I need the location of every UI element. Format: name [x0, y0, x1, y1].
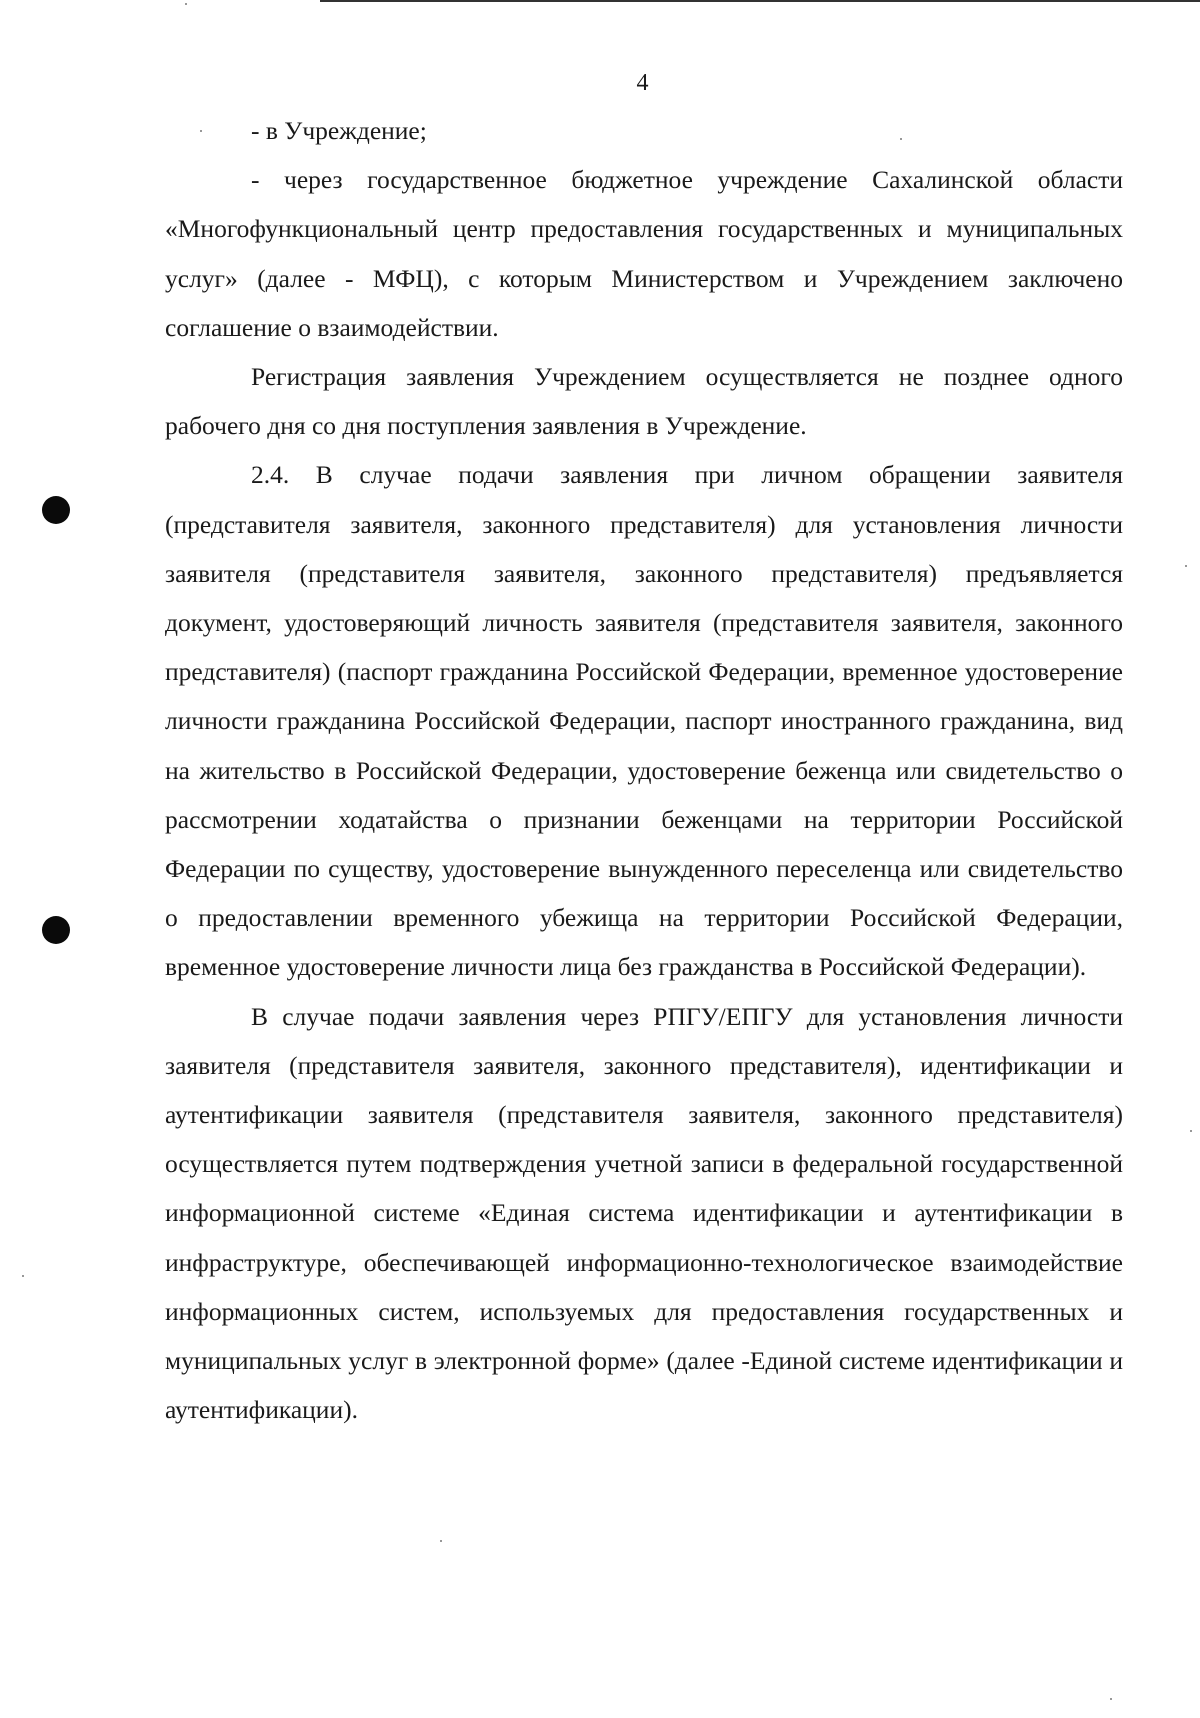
paragraph-identification: В случае подачи заявления через РПГУ/ЕПГУ для установления личности заявителя (представителя заявителя, законного представителя), идентификации и аутентификации заявителя (представителя заявителя, законного представителя) осуществляется путем подтверждения учетной записи в федеральной государственной информационной системе «Единая система идентификации и аутентификации в инфраструктуре, обеспечивающей информационно-технологическое взаимодействие информационных систем, используемых для предоставления государственных и муниципальных услуг в электронной форме» (далее -Единой системе идентификации и аутентификации). [165, 1001, 1123, 1425]
scan-speck [1110, 1698, 1112, 1700]
scan-speck [185, 3, 187, 5]
punch-hole-mark [42, 496, 70, 524]
document-body [165, 106, 1123, 1434]
punch-hole-mark [42, 916, 70, 944]
scan-speck [22, 1275, 24, 1277]
top-border-line [320, 0, 1200, 2]
paragraph-item-3: Регистрация заявления Учреждением осуществляется не позднее одного рабочего дня со дня поступления заявления в Учреждение. [165, 362, 1123, 441]
paragraph-item-2: - через государственное бюджетное учреждение Сахалинской области «Многофункциональный центр предоставления государственных и муниципальных услуг» (далее - МФЦ), с которым Министерством и Учреждением заключено соглашение о взаимодействии. [165, 165, 1123, 342]
scan-speck [1190, 1130, 1192, 1132]
paragraph-item-1: - в Учреждение; [251, 116, 427, 145]
paragraph-2-4: 2.4. В случае подачи заявления при личном обращении заявителя (представителя заявителя, законного представителя) для установления личности заявителя (представителя заявителя, законного представителя) предъявляется документ, удостоверяющий личность заявителя (представителя заявителя, законного представителя) (паспорт гражданина Российской Федерации, временное удостоверение личности гражданина Российской Федерации, паспорт иностранного гражданина, вид на жительство в Российской Федерации, удостоверение беженца или свидетельство о рассмотрении ходатайства о признании беженцами на территории Российской Федерации по существу, удостоверение вынужденного переселенца или свидетельство о предоставлении временного убежища на территории Российской Федерации, временное удостоверение личности лица без гражданства в Российской Федерации). [165, 460, 1123, 982]
scan-speck [1185, 565, 1187, 567]
page-number: 4 [636, 70, 649, 96]
scan-speck [440, 1540, 442, 1542]
